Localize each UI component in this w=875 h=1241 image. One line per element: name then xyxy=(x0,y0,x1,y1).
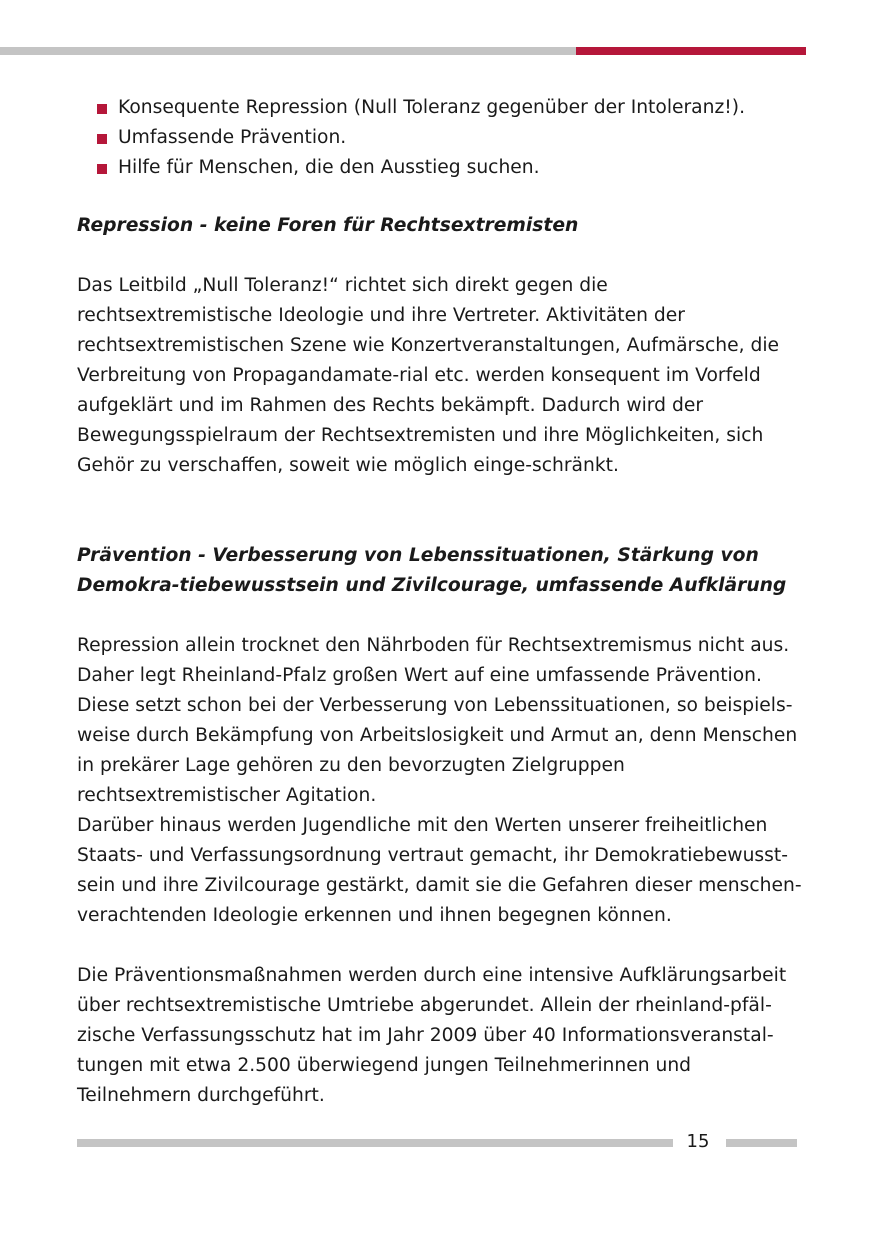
square-bullet-icon xyxy=(97,104,107,114)
square-bullet-icon xyxy=(97,164,107,174)
paragraph-praevention-3: Die Präventionsmaßnahmen werden durch eine intensive Aufklärungsarbeit über rechtsextremistische Umtriebe abgerundet. Allein der rheinland-pfäl-zische Verfassungsschutz hat im Jahr 2009 über 40 Informationsveranstal-tungen mit etwa 2.500 überwiegend jungen Teilnehmerinnen und Teilnehmern durchgeführt. xyxy=(77,965,787,1106)
list-item xyxy=(97,153,802,183)
footer-rule-left xyxy=(77,1139,673,1147)
section-heading-praevention: Prävention - Verbesserung von Lebenssituationen, Stärkung von Demokra-tiebewusstsein und Zivilcourage, umfassende Aufklärung xyxy=(77,545,787,596)
top-rule-accent-segment xyxy=(576,47,806,55)
page-number: 15 xyxy=(686,1131,710,1152)
page-content xyxy=(77,93,802,1111)
list-item-text: Umfassende Prävention. xyxy=(118,127,347,148)
footer-rule-right xyxy=(726,1139,797,1147)
list-item-text: Konsequente Repression (Null Toleranz gegenüber der Intoleranz!). xyxy=(118,97,746,118)
list-item-text: Hilfe für Menschen, die den Ausstieg suchen. xyxy=(118,157,540,178)
paragraph-repression: Das Leitbild „Null Toleranz!“ richtet sich direkt gegen die rechtsextremistische Ideologie und ihre Vertreter. Aktivitäten der rechtsextremistischen Szene wie Konzertveranstaltungen, Aufmärsche, die Verbreitung von Propagandamate-rial etc. werden konsequent im Vorfeld aufgeklärt und im Rahmen des Rechts bekämpft. Dadurch wird der Bewegungsspielraum der Rechtsextremisten und ihre Möglichkeiten, sich Gehör zu verschaffen, soweit wie möglich einge-schränkt. xyxy=(77,275,780,476)
section-heading-repression: Repression - keine Foren für Rechtsextremisten xyxy=(77,215,579,236)
paragraph-praevention-2: Darüber hinaus werden Jugendliche mit den Werten unserer freiheitlichen Staats- und Verfassungsordnung vertraut gemacht, ihr Demokratiebewusst-sein und ihre Zivilcourage gestärkt, damit sie die Gefahren dieser menschen-verachtenden Ideologie erkennen und ihnen begegnen können. xyxy=(77,815,802,926)
list-item xyxy=(97,93,802,123)
square-bullet-icon xyxy=(97,134,107,144)
top-rule-grey-segment xyxy=(0,47,576,55)
paragraph-praevention-1: Repression allein trocknet den Nährboden für Rechtsextremismus nicht aus. Daher legt Rheinland-Pfalz großen Wert auf eine umfassende Prävention. Diese setzt schon bei der Verbesserung von Lebenssituationen, so beispiels-weise durch Bekämpfung von Arbeitslosigkeit und Armut an, denn Menschen in prekärer Lage gehören zu den bevorzugten Zielgruppen rechtsextremistischer Agitation. xyxy=(77,635,798,806)
top-decorative-rule xyxy=(0,47,806,55)
bullet-list xyxy=(77,93,802,183)
list-item xyxy=(97,123,802,153)
